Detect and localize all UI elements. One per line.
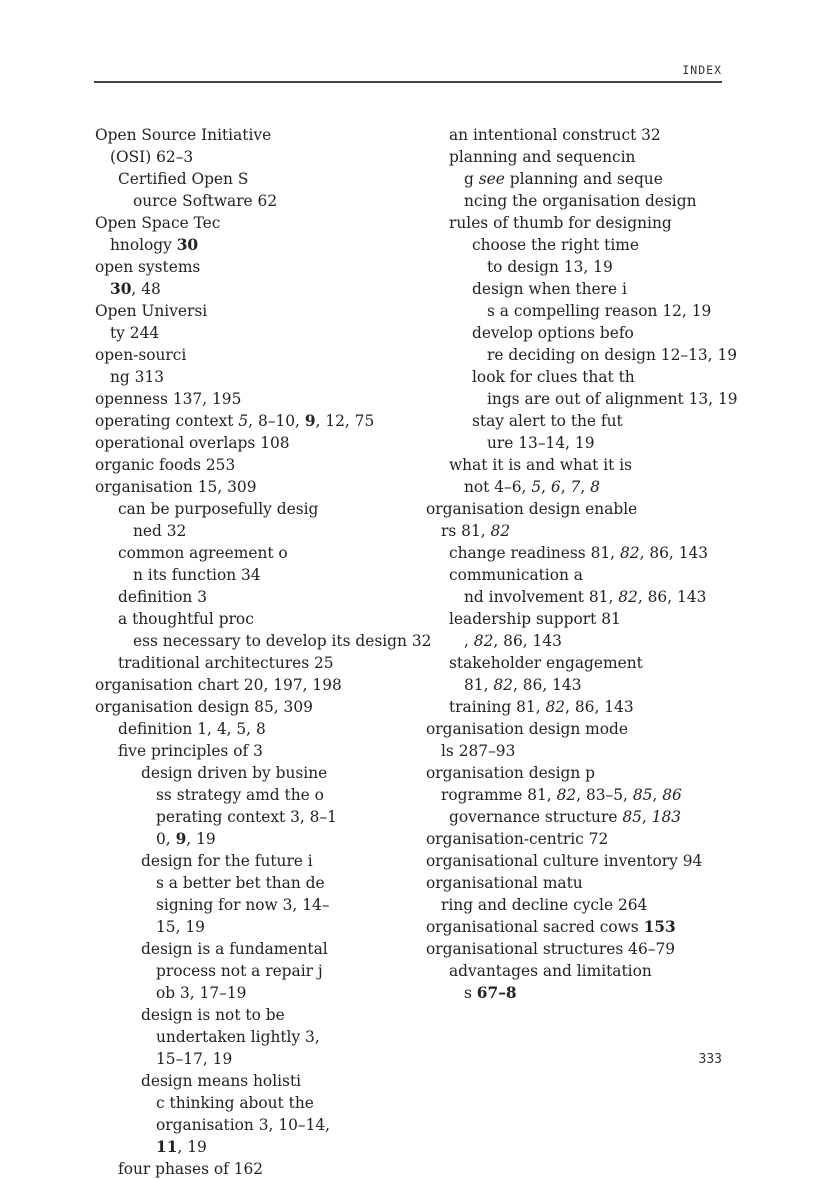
- entry-text: open-sourci ng 313: [95, 346, 187, 386]
- entry-text: design when there i s a compelling reason 12, 19: [472, 280, 712, 320]
- entry-text: organisation 15, 309: [95, 478, 257, 496]
- italic-locator: 85: [622, 808, 642, 826]
- entry-text: ,: [560, 478, 571, 496]
- entry-text: , 86, 143: [493, 632, 562, 650]
- index-entry: [426, 872, 726, 916]
- entry-text: Open Universi ty 244: [95, 302, 208, 342]
- entry-text: develop options befo re deciding on design 12–13, 19: [472, 324, 738, 364]
- entry-text: Certified Open S ource Software 62: [118, 170, 278, 210]
- italic-locator: 5: [531, 478, 542, 496]
- entry-text: openness 137, 195: [95, 390, 242, 408]
- bold-locator: 30: [176, 236, 199, 254]
- entry-text: operating context: [95, 412, 239, 430]
- entry-text: operational overlaps 108: [95, 434, 290, 452]
- index-entry: [426, 938, 726, 960]
- entry-text: five principles of 3: [118, 742, 263, 760]
- index-entry: [426, 146, 726, 212]
- entry-text: definition 1, 4, 5, 8: [118, 720, 266, 738]
- index-entry: [426, 696, 726, 718]
- index-entry: [426, 762, 726, 806]
- entry-text: what it is and what it is not 4–6,: [449, 456, 633, 496]
- index-entry: [95, 674, 415, 696]
- index-entry: [95, 696, 415, 718]
- entry-text: ,: [580, 478, 591, 496]
- index-entry: [95, 124, 415, 168]
- entry-text: an intentional construct 32: [449, 126, 661, 144]
- entry-text: design means holisti c thinking about the organisation 3, 10–14,: [141, 1072, 331, 1134]
- index-entry: [95, 740, 415, 762]
- bold-locator: 153: [643, 918, 676, 936]
- index-entry: [95, 652, 415, 674]
- entry-text: , 19: [177, 1138, 207, 1156]
- index-entry: [95, 498, 415, 542]
- entry-text: , 86, 143: [637, 588, 707, 606]
- index-entry: [426, 234, 726, 278]
- index-entry: [95, 344, 415, 388]
- entry-text: can be purposefully desig ned 32: [118, 500, 319, 540]
- index-entry: [426, 850, 726, 872]
- index-entry: [95, 388, 415, 410]
- entry-text: ,: [652, 786, 663, 804]
- index-entry: [95, 762, 415, 850]
- entry-text: planning and seque ncing the organisation design: [464, 170, 697, 210]
- index-entry: [95, 256, 415, 300]
- entry-text: organisation-centric 72: [426, 830, 609, 848]
- index-entry: [95, 300, 415, 344]
- index-entry: [426, 124, 726, 146]
- entry-text: organisation chart 20, 197, 198: [95, 676, 342, 694]
- italic-locator: 6: [550, 478, 561, 496]
- entry-text: ,: [641, 808, 652, 826]
- index-entry: [426, 828, 726, 850]
- entry-text: organisation design mode ls 287–93: [426, 720, 628, 760]
- entry-text: organisation design enable rs 81,: [426, 500, 638, 540]
- entry-text: , 12, 75: [315, 412, 375, 430]
- italic-locator: 82: [473, 632, 494, 650]
- italic-locator: 82: [618, 588, 638, 606]
- entry-text: common agreement o n its function 34: [118, 544, 288, 584]
- italic-locator: 82: [490, 522, 511, 540]
- bold-locator: 9: [304, 412, 316, 430]
- bold-locator: 67–8: [476, 984, 517, 1002]
- entry-text: governance structure: [449, 808, 623, 826]
- entry-text: organisation design 85, 309: [95, 698, 313, 716]
- entry-text: definition 3: [118, 588, 208, 606]
- entry-text: look for clues that th ings are out of alignment 13, 19: [472, 368, 738, 408]
- index-entry: [95, 586, 415, 608]
- index-entry: [95, 1070, 415, 1158]
- entry-text: design is a fundamental process not a repair j ob 3, 17–19: [141, 940, 328, 1002]
- entry-text: organisational sacred cows: [426, 918, 644, 936]
- index-entry: [95, 212, 415, 256]
- index-entry: [426, 960, 726, 1004]
- entry-text: , 8–10,: [248, 412, 305, 430]
- index-entry: [95, 850, 415, 938]
- index-entry: [426, 322, 738, 366]
- italic-locator: see: [478, 170, 505, 188]
- index-entry: [426, 652, 726, 696]
- italic-locator: 8: [590, 478, 600, 496]
- entry-text: design driven by busine ss strategy amd the o perating context 3, 8–1 0,: [141, 764, 337, 848]
- bold-locator: 9: [175, 830, 187, 848]
- index-entry: [95, 542, 415, 586]
- index-column-right: [426, 124, 738, 1004]
- italic-locator: 82: [619, 544, 640, 562]
- index-entry: [426, 564, 726, 608]
- entry-text: leadership support 81 ,: [449, 610, 621, 650]
- running-head: INDEX: [682, 63, 722, 77]
- entry-text: communication a nd involvement 81,: [449, 566, 619, 606]
- index-entry: [95, 168, 415, 212]
- index-entry: [95, 718, 415, 740]
- entry-text: Open Source Initiative (OSI) 62–3: [95, 126, 272, 166]
- entry-text: , 83–5,: [576, 786, 633, 804]
- index-entry: [426, 366, 738, 410]
- entry-text: , 86, 143: [512, 676, 582, 694]
- index-entry: [95, 1158, 415, 1180]
- entry-text: open systems: [95, 258, 201, 276]
- index-entry: [95, 476, 415, 498]
- entry-text: organisational matu ring and decline cycle 264: [426, 874, 648, 914]
- italic-locator: 7: [570, 478, 581, 496]
- entry-text: a thoughtful proc ess necessary to develop its design 32: [118, 610, 432, 650]
- entry-text: four phases of 162: [118, 1160, 264, 1178]
- entry-text: organisational culture inventory 94: [426, 852, 703, 870]
- italic-locator: 183: [651, 808, 682, 826]
- entry-text: training 81,: [449, 698, 546, 716]
- entry-text: organic foods 253: [95, 456, 236, 474]
- index-column-left: [95, 124, 432, 1180]
- entry-text: organisation design p rogramme 81,: [426, 764, 596, 804]
- bold-locator: 11: [156, 1138, 178, 1156]
- entry-text: advantages and limitation s: [449, 962, 652, 1002]
- index-entry: [426, 542, 726, 564]
- index-entry: [426, 916, 726, 938]
- entry-text: , 86, 143: [565, 698, 634, 716]
- page-number: 333: [698, 1052, 722, 1067]
- italic-locator: 86: [662, 786, 682, 804]
- index-entry: [426, 608, 726, 652]
- index-entry: [95, 608, 432, 652]
- entry-text: rules of thumb for designing: [449, 214, 672, 232]
- entry-text: change readiness 81,: [449, 544, 620, 562]
- index-entry: [426, 278, 726, 322]
- index-entry: [426, 806, 726, 828]
- italic-locator: 82: [493, 676, 513, 694]
- italic-locator: 82: [545, 698, 566, 716]
- index-entry: [426, 454, 726, 498]
- entry-text: traditional architectures 25: [118, 654, 334, 672]
- entry-text: Open Space Tec hnology: [95, 214, 221, 254]
- entry-text: stakeholder engagement 81,: [449, 654, 643, 694]
- entry-text: , 86, 143: [639, 544, 709, 562]
- entry-text: design for the future i s a better bet than de signing for now 3, 14– 15, 19: [141, 852, 330, 936]
- index-entry: [95, 1004, 415, 1070]
- bold-locator: 30: [110, 280, 132, 298]
- index-entry: [95, 410, 415, 432]
- index-entry: [426, 212, 726, 234]
- entry-text: , 48: [131, 280, 161, 298]
- index-entry: [426, 718, 726, 762]
- entry-text: , 19: [186, 830, 216, 848]
- index-entry: [426, 498, 726, 542]
- entry-text: stay alert to the fut ure 13–14, 19: [472, 412, 623, 452]
- index-entry: [95, 432, 415, 454]
- entry-text: design is not to be undertaken lightly 3, 15–17, 19: [141, 1006, 320, 1068]
- italic-locator: 5: [238, 412, 249, 430]
- entry-text: ,: [541, 478, 551, 496]
- header-rule: [94, 81, 722, 83]
- entry-text: organisational structures 46–79: [426, 940, 676, 958]
- italic-locator: 82: [556, 786, 577, 804]
- index-entry: [95, 938, 415, 1004]
- index-entry: [426, 410, 726, 454]
- entry-text: planning and sequencin g: [449, 148, 636, 188]
- entry-text: choose the right time to design 13, 19: [472, 236, 639, 276]
- index-entry: [95, 454, 415, 476]
- italic-locator: 85: [632, 786, 653, 804]
